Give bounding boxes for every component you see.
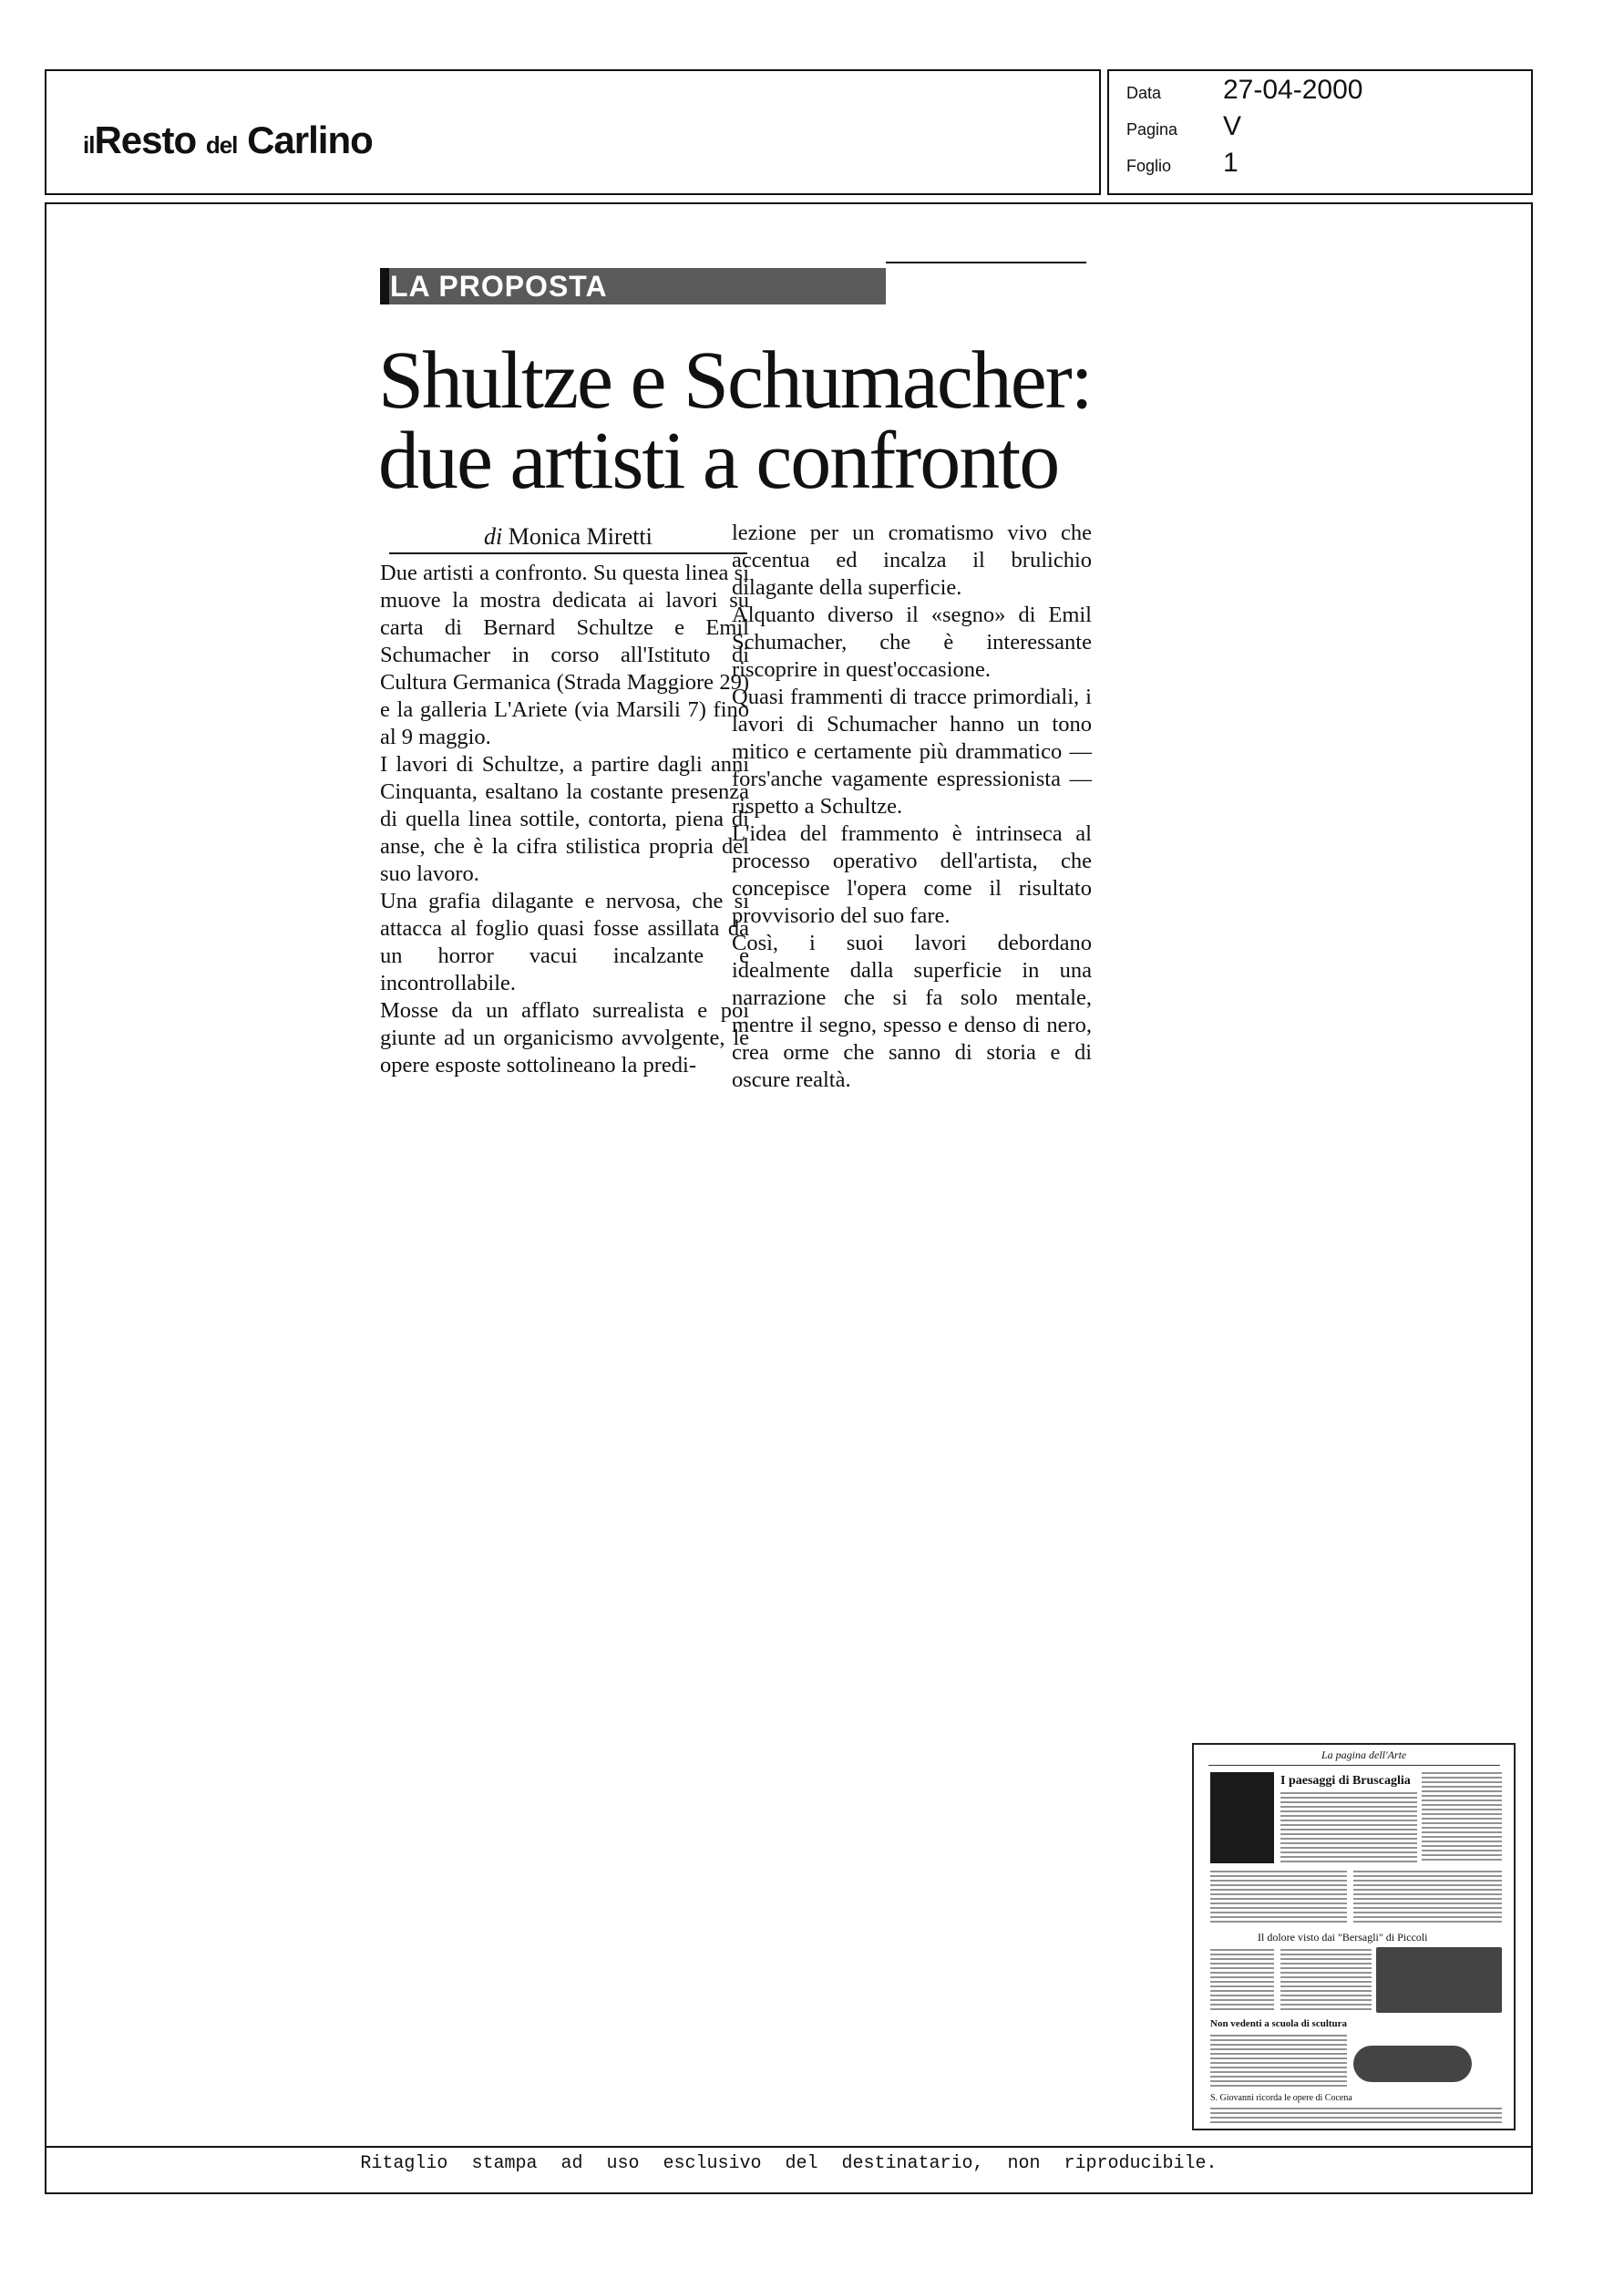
paragraph: Così, i suoi lavori debordano idealmente dalla superficie in una narrazione che si fa solo mentale, mentre il segno, spesso e denso di nero, crea orme che sanno di storia e di oscure realtà.: [732, 931, 1092, 1092]
thumbnail-text-block: [1210, 1949, 1274, 2013]
thumbnail-headline: Il dolore visto dai "Bersagli" di Piccoli: [1258, 1931, 1428, 1944]
paragraph: Quasi frammenti di tracce primordiali, i lavori di Schumacher hanno un tono mitico e certamente più drammatico — fors'anche vagamente espressionista — rispetto a Schultze.: [732, 685, 1092, 819]
thumbnail-text-block: [1280, 1792, 1417, 1865]
thumbnail-text-block: [1280, 1949, 1372, 2013]
thumbnail-dark-block: [1210, 1772, 1274, 1863]
byline-prefix: di: [484, 523, 503, 550]
thumbnail-page-title: La pagina dell'Arte: [1321, 1748, 1407, 1761]
thumbnail-text-block: [1353, 1871, 1502, 1925]
page-thumbnail: [1192, 1743, 1516, 2130]
byline-rule: [389, 552, 747, 554]
thumbnail-car-image: [1353, 2046, 1472, 2082]
page-label: Pagina: [1126, 120, 1178, 139]
masthead-box: [45, 69, 1101, 195]
paragraph: Una grafia dilagante e nervosa, che si attacca al foglio quasi fosse assillata da un horror vacui incalzante e incontrollabile.: [380, 889, 749, 995]
byline-author: Monica Miretti: [508, 523, 653, 550]
thumbnail-text-block: [1210, 2108, 1502, 2126]
article-column-1: [380, 560, 749, 1079]
clipping-frame: [45, 202, 1533, 2194]
sheet-label: Foglio: [1126, 157, 1172, 175]
clipping-disclaimer: Ritaglio stampa ad uso esclusivo del destinatario, non riproducibile.: [360, 2153, 1218, 2174]
byline: [484, 523, 653, 551]
thumbnail-headline: Non vedenti a scuola di scultura: [1210, 2018, 1348, 2029]
page-value: V: [1223, 111, 1242, 141]
paragraph: L'idea del frammento è intrinseca al processo operativo dell'artista, che concepisce l'opera come il risultato provvisorio del suo fare.: [732, 821, 1092, 928]
headline-line-1: Shultze e Schumacher:: [378, 335, 1092, 426]
newspaper-logo: [83, 119, 373, 162]
thumbnail-text-block: [1210, 1871, 1347, 1925]
thumbnail-text-block: [1210, 2035, 1347, 2089]
paragraph: lezione per un cromatismo vivo che accentua ed incalza il brulichio dilagante della superficie.: [732, 521, 1092, 600]
paragraph: Alquanto diverso il «segno» di Emil Schumacher, che è interessante riscoprire in quest'occasione.: [732, 603, 1092, 682]
logo-part: del: [205, 131, 238, 159]
paragraph: I lavori di Schultze, a partire dagli anni Cinquanta, esaltano la costante presenza di quella linea sottile, contorta, piena di anse, che è la cifra stilistica propria del suo lavoro.: [380, 752, 749, 886]
sheet-value: 1: [1223, 148, 1239, 178]
date-value: 27-04-2000: [1223, 75, 1363, 105]
footer-rule: [46, 2146, 1531, 2148]
headline-line-2: due artisti a confronto: [378, 416, 1059, 506]
thumbnail-headline: S. Giovanni ricorda le opere di Cocena: [1210, 2093, 1352, 2103]
thumbnail-rule: [1208, 1765, 1500, 1766]
article-headline: [378, 335, 1107, 506]
paragraph: Mosse da un afflato surrealista e poi giunte ad un organicismo avvolgente, le opere esposte sottolineano la predi-: [380, 998, 749, 1078]
metadata-box: [1107, 69, 1533, 195]
logo-part: il: [83, 131, 95, 159]
paragraph: Due artisti a confronto. Su questa linea si muove la mostra dedicata ai lavori su carta di Bernard Schultze e Emil Schumacher in corso all'Istituto di Cultura Germanica (Strada Maggiore 29) e la galleria L'Ariete (via Marsili 7) fino al 9 maggio.: [380, 561, 749, 749]
article-column-2: [732, 520, 1092, 1094]
thumbnail-headline: I paesaggi di Bruscaglia: [1280, 1774, 1411, 1788]
kicker-label: LA PROPOSTA: [390, 270, 608, 303]
logo-part: Carlino: [247, 119, 373, 161]
logo-part: Resto: [94, 119, 197, 161]
thumbnail-text-block: [1422, 1772, 1502, 1863]
date-label: Data: [1126, 84, 1162, 102]
kicker-rule: [886, 262, 1086, 263]
thumbnail-image: [1376, 1947, 1502, 2013]
